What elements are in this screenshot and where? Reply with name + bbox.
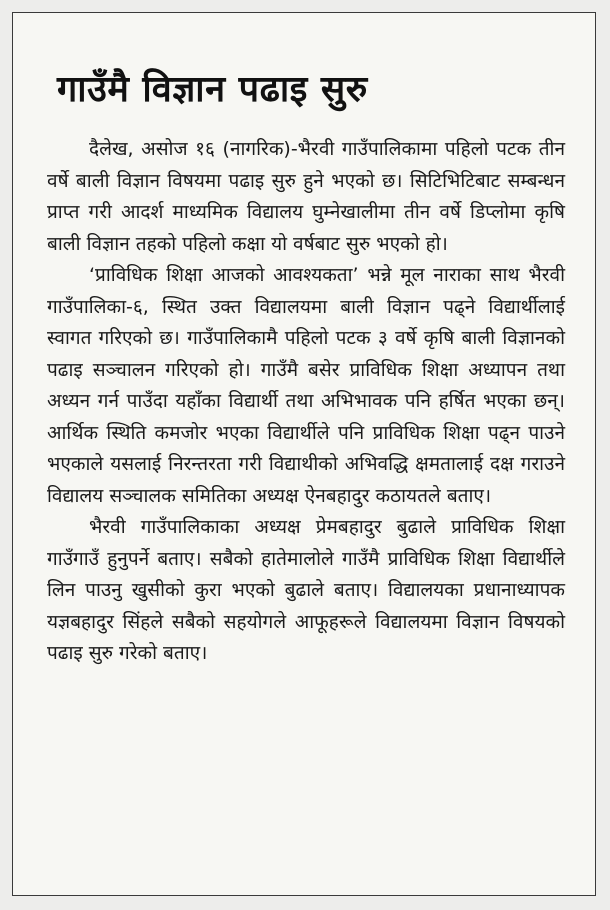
headline: गाउँमै विज्ञान पढाइ सुरु [57,69,368,110]
paragraph-2: ‘प्राविधिक शिक्षा आजको आवश्यकता’ भन्ने मूल नाराका साथ भैरवी गाउँपालिका-६, स्थित उक्त विद्यालयमा बाली विज्ञान पढ्ने विद्यार्थीलाई स्वागत गरिएको छ। गाउँपालिकामै पहिलो पटक ३ वर्षे कृषि बाली विज्ञानको पढाइ सञ्चालन गरिएको हो। गाउँमै बसेर प्राविधिक शिक्षा अध्यापन तथा अध्यन गर्न पाउँदा यहाँका विद्यार्थी तथा अभिभावक पनि हर्षित भएका छन्। आर्थिक स्थिति कमजोर भएका विद्यार्थीले पनि प्राविधिक शिक्षा पढ्न पाउने भएकाले यसलाई निरन्तरता गरी विद्याथीको अभिवद्धि क्षमतालाई दक्ष गराउने विद्यालय सञ्चालक समितिका अध्यक्ष ऐनबहादुर कठायतले बताए। [47,264,565,507]
paragraph-1: दैलेख, असोज १६ (नागरिक)-भैरवी गाउँपालिकामा पहिलो पटक तीन वर्षे बाली विज्ञान विषयमा पढाइ सुरु हुने भएको छ। सिटिभिटिबाट सम्बन्धन प्राप्त गरी आदर्श माध्यमिक विद्यालय घुम्नेखालीमा तीन वर्षे डिप्लोमा कृषि बाली विज्ञान तहको पहिलो कक्षा यो वर्षबाट सुरु भएको हो। [47,138,565,255]
paragraph-3: भैरवी गाउँपालिकाका अध्यक्ष प्रेमबहादुर बुढाले प्राविधिक शिक्षा गाउँगाउँ हुनुपर्ने बताए। सबैको हातेमालोले गाउँमै प्राविधिक शिक्षा विद्यार्थीले लिन पाउनु खुसीको कुरा भएको बुढाले बताए। विद्यालयका प्रधानाध्यापक यज्ञबहादुर सिंहले सबैको सहयोगले आफूहरूले विद्यालयमा विज्ञान विषयको पढाइ सुरु गरेको बताए। [47,516,565,664]
news-clipping [12,12,596,896]
